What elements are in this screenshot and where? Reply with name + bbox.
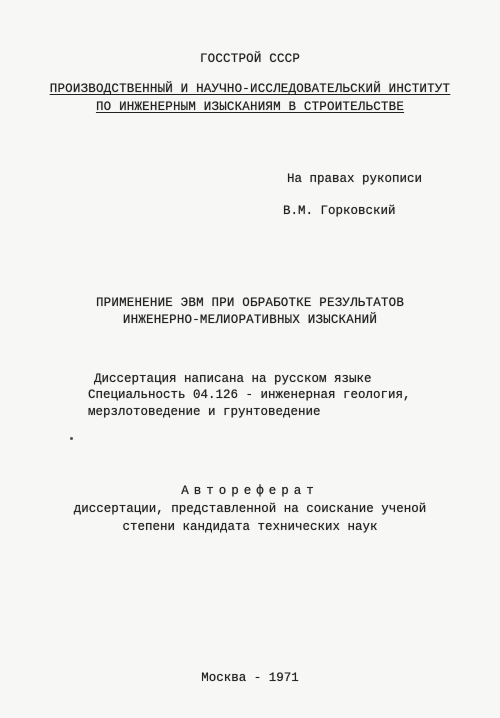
title-line-2: ИНЖЕНЕРНО-МЕЛИОРАТИВНЫХ ИЗЫСКАНИЙ (122, 313, 378, 327)
institute-line-1: ПРОИЗВОДСТВЕННЫЙ И НАУЧНО-ИССЛЕДОВАТЕЛЬСКИЙ ИНСТИТУТ (49, 82, 451, 96)
institute-line-2: ПО ИНЖЕНЕРНЫМ ИЗЫСКАНИЯМ В СТРОИТЕЛЬСТВЕ (95, 100, 405, 114)
speck-mark (70, 437, 73, 440)
abstract-label: Автореферат (181, 484, 319, 498)
language-note: Диссертация написана на русском языке (94, 372, 372, 386)
title-line-1: ПРИМЕНЕНИЕ ЭВМ ПРИ ОБРАБОТКЕ РЕЗУЛЬТАТОВ (95, 296, 405, 310)
specialty-line-2: мерзлотоведение и грунтоведение (88, 405, 321, 419)
org-name: ГОССТРОЙ СССР (199, 52, 301, 66)
city-year: Москва - 1971 (201, 671, 299, 685)
abstract-line-2: степени кандидата технических наук (122, 520, 378, 534)
manuscript-note: На правах рукописи (287, 172, 423, 186)
abstract-line-1: диссертации, представленной на соискание ученой (73, 502, 427, 516)
specialty-line-1: Специальность 04.126 - инженерная геология, (88, 388, 411, 402)
author-name: В.М. Горковский (283, 204, 396, 218)
